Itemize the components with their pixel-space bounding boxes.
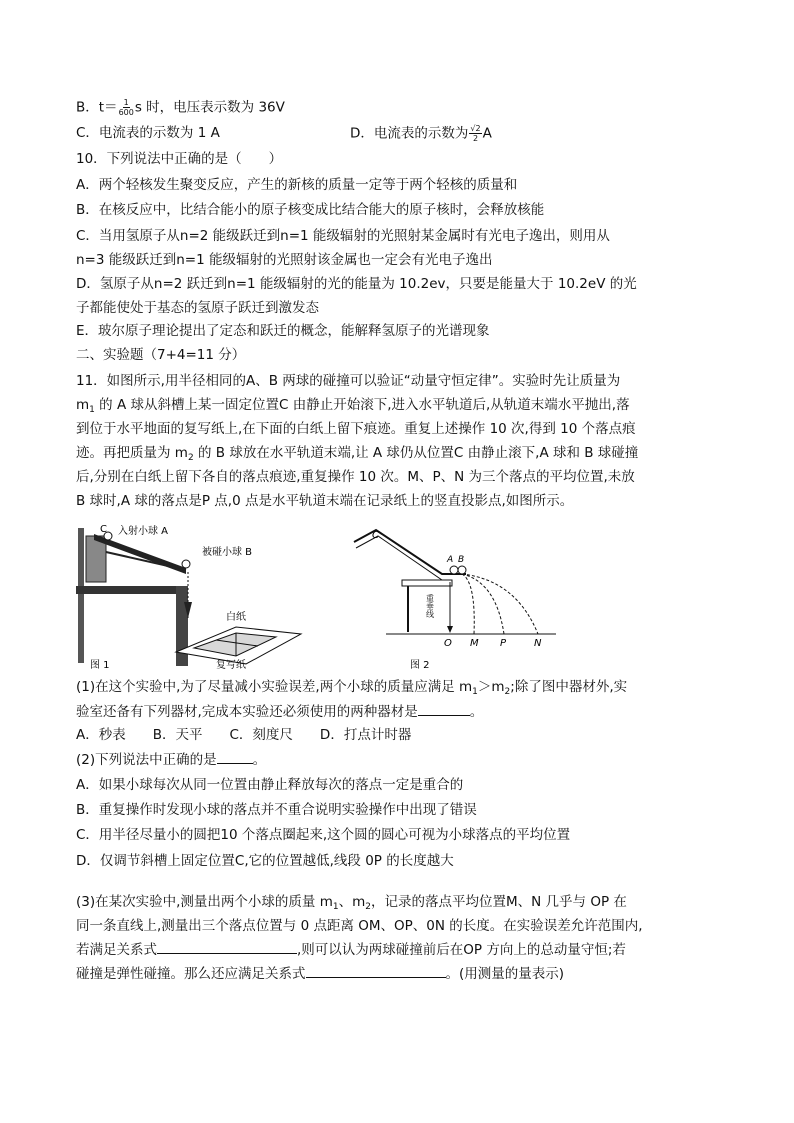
q11-part2-option-a: A．如果小球每次从同一位置由静止释放每次的落点一定是重合的 bbox=[76, 777, 464, 793]
q10-option-c-line2: n=3 能级跃迁到n=1 能级辐射的光照射该金属也一定会有光电子逸出 bbox=[76, 252, 493, 268]
subscript: 1 bbox=[89, 405, 95, 415]
chute-track-lower bbox=[356, 536, 450, 580]
trajectory-n bbox=[462, 574, 538, 634]
q9-option-b-fraction bbox=[119, 98, 134, 117]
q10-option-c-line1: C．当用氢原子从n=2 能级跃迁到n=1 能级辐射的光照射某金属时有光电子逸出，则用从 bbox=[76, 228, 610, 244]
text: 、m bbox=[338, 894, 366, 910]
subscript: 2 bbox=[365, 902, 371, 912]
q10-option-d-line2: 子都能使处于基态的氢原子跃迁到激发态 bbox=[76, 300, 319, 316]
q11-part2-option-b: B．重复操作时发现小球的落点并不重合说明实验操作中出现了错误 bbox=[76, 802, 477, 818]
ball-b bbox=[458, 566, 466, 574]
text: (2)下列说法中正确的是 bbox=[76, 752, 217, 768]
label-white-paper: 白纸 bbox=[226, 612, 246, 623]
q11-stem-line4 bbox=[76, 444, 638, 467]
label-a: A bbox=[447, 555, 454, 565]
text: 迹。再把质量为 m bbox=[76, 445, 188, 461]
q9-option-b-suffix: s 时，电压表示数为 36V bbox=[134, 99, 285, 116]
q9-option-b bbox=[76, 98, 285, 117]
q11-part2-stem bbox=[76, 751, 266, 769]
label-n: N bbox=[534, 638, 542, 649]
target-ball-b bbox=[182, 560, 190, 568]
figure-1-caption: 图 1 bbox=[90, 660, 110, 670]
q11-stem-line1: 11．如图所示,用半径相同的A、B 两球的碰撞可以验证“动量守恒定律”。实验时先让质量为 bbox=[76, 373, 621, 389]
q9-option-d-prefix: D．电流表的示数为 bbox=[350, 125, 469, 142]
q11-stem-line5: 后,分别在白纸上留下各自的落点痕迹,重复操作 10 次。M、P、N 为三个落点的平均位置,未放 bbox=[76, 469, 635, 485]
trajectory-p bbox=[462, 574, 504, 634]
q11-part3-line4 bbox=[76, 965, 564, 983]
figure-2-diagram bbox=[346, 522, 566, 670]
q11-part3-line3 bbox=[76, 941, 626, 959]
table-surface bbox=[402, 580, 452, 586]
text: ＞m bbox=[477, 679, 505, 695]
q11-part3-line2: 同一条直线上,测量出三个落点位置与 0 点距离 OM、OP、0N 的长度。在实验误差允许范围内, bbox=[76, 918, 643, 934]
ball-a bbox=[450, 566, 458, 574]
q10-option-b: B．在核反应中，比结合能小的原子核变成比结合能大的原子核时，会释放核能 bbox=[76, 202, 545, 218]
text: (1)在这个实验中,为了尽量减小实验误差,两个小球的质量应满足 m bbox=[76, 679, 473, 695]
q11-part1-options: A．秒表 B．天平 C．刻度尺 D．打点计时器 bbox=[76, 727, 412, 743]
figure-2-caption: 图 2 bbox=[410, 660, 430, 670]
q9-option-d bbox=[350, 124, 492, 143]
q9-option-d-suffix: A bbox=[482, 125, 492, 142]
fraction-numerator: √2 bbox=[470, 124, 481, 133]
figure-1-apparatus bbox=[76, 522, 316, 670]
q11-part1-line1 bbox=[76, 678, 627, 701]
q11-stem-line2 bbox=[76, 396, 630, 419]
q9-option-c: C．电流表的示数为 1 A bbox=[76, 125, 220, 141]
plumb-arrow bbox=[447, 626, 453, 633]
label-incident-ball: 入射小球 A bbox=[118, 526, 169, 537]
label-o: O bbox=[444, 638, 452, 649]
q11-stem-line3: 到位于水平地面的复写纸上,在下面的白纸上留下痕迹。重复上述操作 10 次,得到 10 个落点痕 bbox=[76, 421, 636, 437]
fraction-denominator: 600 bbox=[118, 108, 134, 117]
label-m: M bbox=[470, 638, 479, 649]
text: 碰撞是弹性碰撞。那么还应满足关系式 bbox=[76, 966, 306, 982]
label-plumb-line: 重垂线 bbox=[425, 594, 435, 618]
fraction-numerator: 1 bbox=[123, 98, 129, 107]
label-c: C bbox=[100, 524, 107, 535]
label-target-ball: 被碰小球 B bbox=[202, 547, 253, 558]
table-leg-left bbox=[78, 528, 84, 663]
answer-blank[interactable] bbox=[217, 751, 253, 764]
fraction-denominator: 2 bbox=[472, 134, 479, 143]
subscript: 1 bbox=[332, 902, 339, 912]
table-top bbox=[76, 586, 186, 594]
answer-blank[interactable] bbox=[418, 703, 470, 716]
q9-option-d-fraction bbox=[469, 124, 481, 143]
text: ,则可以认为两球碰撞前后在OP 方向上的总动量守恒;若 bbox=[297, 942, 626, 958]
trajectory-m bbox=[462, 574, 474, 634]
subscript: 2 bbox=[187, 453, 194, 463]
text: 验室还备有下列器材,完成本实验还必须使用的两种器材是 bbox=[76, 704, 418, 720]
text: (3)在某次实验中,测量出两个小球的质量 m bbox=[76, 894, 333, 910]
text: 。(用测量的量表示) bbox=[445, 966, 565, 982]
q11-stem-line6: B 球时,A 球的落点是P 点,0 点是水平轨道末端在记录纸上的竖直投影点,如图所示。 bbox=[76, 493, 574, 509]
q11-part2-option-d: D．仅调节斜槽上固定位置C,它的位置越低,线段 0P 的长度越大 bbox=[76, 853, 454, 869]
text: 若满足关系式 bbox=[76, 942, 157, 958]
text: 。 bbox=[252, 752, 267, 768]
q9-option-b-prefix: B．t＝ bbox=[76, 99, 118, 116]
label-carbon-paper: 复写纸 bbox=[216, 660, 246, 670]
q10-option-a: A．两个轻核发生聚变反应，产生的新核的质量一定等于两个轻核的质量和 bbox=[76, 177, 518, 193]
label-b: B bbox=[458, 555, 465, 565]
chute-track bbox=[354, 530, 466, 574]
label-p: P bbox=[500, 638, 507, 649]
q10-stem: 10．下列说法中正确的是（ ） bbox=[76, 151, 283, 167]
label-c: C bbox=[372, 530, 379, 541]
text: ，记录的落点平均位置M、N 几乎与 OP 在 bbox=[370, 894, 627, 910]
answer-blank-elastic[interactable] bbox=[306, 965, 446, 978]
text: 的 A 球从斜槽上某一固定位置C 由静止开始滚下,进入水平轨道后,从轨道末端水平抛出,落 bbox=[94, 397, 630, 413]
section-heading: 二、实验题（7+4=11 分） bbox=[76, 347, 246, 363]
q11-part1-line2 bbox=[76, 703, 483, 721]
text: 的 B 球放在水平轨道末端,让 A 球仍从位置C 由静止滚下,A 球和 B 球碰撞 bbox=[193, 445, 639, 461]
q11-part3-line1 bbox=[76, 893, 627, 916]
math-m: m bbox=[76, 397, 90, 413]
text: ;除了图中器材外,实 bbox=[510, 679, 628, 695]
subscript: 2 bbox=[504, 687, 511, 697]
answer-blank-momentum[interactable] bbox=[157, 941, 297, 954]
text: 。 bbox=[469, 704, 484, 720]
q10-option-d-line1: D．氢原子从n=2 跃迁到n=1 能级辐射的光的能量为 10.2ev，只要是能量大于 10.2eV 的光 bbox=[76, 276, 637, 292]
q11-part2-option-c: C．用半径尽量小的圆把10 个落点圈起来,这个圆的圆心可视为小球落点的平均位置 bbox=[76, 827, 571, 843]
subscript: 1 bbox=[472, 687, 478, 697]
q10-option-e: E．玻尔原子理论提出了定态和跃迁的概念，能解释氢原子的光谱现象 bbox=[76, 323, 490, 339]
